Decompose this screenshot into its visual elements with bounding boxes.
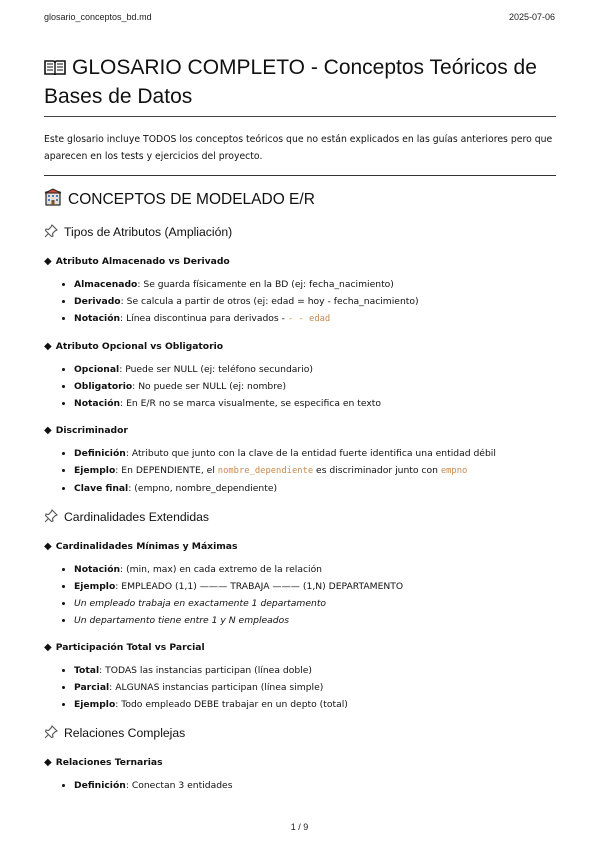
bullet-list (44, 561, 556, 629)
list-item: • Total: TODAS las instancias participan (línea doble) (74, 662, 556, 679)
list-item: • Parcial: ALGUNAS instancias participan (línea simple) (74, 679, 556, 696)
list-item: • Clave final: (empno, nombre_dependiente) (74, 480, 556, 497)
group-heading: ◆ Discriminador (44, 425, 128, 436)
diamond-icon: ◆ (44, 642, 52, 653)
group-heading: ◆ Atributo Almacenado vs Derivado (44, 256, 230, 267)
list-item: • Un empleado trabaja en exactamente 1 departamento (74, 595, 556, 612)
file-name: glosario_conceptos_bd.md (44, 12, 152, 22)
list-item: • Definición: Atributo que junto con la clave de la entidad fuerte identifica una entidad débil (74, 445, 556, 462)
pushpin-icon (44, 725, 58, 744)
diamond-icon: ◆ (44, 425, 52, 436)
subsection-heading-cardinalidades: Cardinalidades Extendidas (44, 509, 556, 528)
list-item: • Ejemplo: En DEPENDIENTE, el nombre_dependiente es discriminador junto con empno (74, 462, 556, 480)
list-item: • Ejemplo: Todo empleado DEBE trabajar en un depto (total) (74, 696, 556, 713)
diamond-icon: ◆ (44, 256, 52, 267)
group-heading: ◆ Relaciones Ternarias (44, 757, 163, 768)
building-icon (44, 188, 62, 212)
inline-code: - - edad (287, 314, 331, 324)
page-number: 1 / 9 (290, 822, 309, 832)
subsection-heading-relaciones: Relaciones Complejas (44, 725, 556, 744)
page-header (44, 12, 555, 22)
list-item: • Opcional: Puede ser NULL (ej: teléfono secundario) (74, 361, 556, 378)
diamond-icon: ◆ (44, 341, 52, 352)
pushpin-icon (44, 224, 58, 243)
bullet-list (44, 361, 556, 412)
intro-paragraph: Este glosario incluye TODOS los conceptos teóricos que no están explicados en las guías anteriores pero que aparecen en los tests y ejercicios del proyecto. (44, 131, 556, 176)
list-item: • Un departamento tiene entre 1 y N empleados (74, 612, 556, 629)
inline-code: nombre_dependiente (217, 466, 314, 476)
inline-code: empno (440, 466, 468, 476)
section-heading-modelado: CONCEPTOS DE MODELADO E/R (44, 188, 556, 212)
list-item: • Ejemplo: EMPLEADO (1,1) ——— TRABAJA ——— (1,N) DEPARTAMENTO (74, 578, 556, 595)
bullet-list (44, 445, 556, 497)
subsection-heading-tipos: Tipos de Atributos (Ampliación) (44, 224, 556, 243)
page-title-text: GLOSARIO COMPLETO - Conceptos Teóricos de Bases de Datos (44, 56, 537, 108)
list-item: • Derivado: Se calcula a partir de otros (ej: edad = hoy - fecha_nacimiento) (74, 293, 556, 310)
open-book-icon (44, 56, 66, 83)
page-title (44, 54, 556, 117)
document-content (44, 54, 556, 794)
bullet-list (44, 777, 556, 794)
print-date: 2025-07-06 (508, 12, 555, 22)
list-item: • Notación: (min, max) en cada extremo de la relación (74, 561, 556, 578)
diamond-icon: ◆ (44, 757, 52, 768)
list-item: • Definición: Conectan 3 entidades (74, 777, 556, 794)
pushpin-icon (44, 509, 58, 528)
list-item: • Almacenado: Se guarda físicamente en la BD (ej: fecha_nacimiento) (74, 276, 556, 293)
diamond-icon: ◆ (44, 541, 52, 552)
list-item: • Obligatorio: No puede ser NULL (ej: nombre) (74, 378, 556, 395)
bullet-list (44, 276, 556, 328)
list-item: • Notación: En E/R no se marca visualmente, se especifica en texto (74, 395, 556, 412)
group-heading: ◆ Participación Total vs Parcial (44, 642, 205, 653)
group-heading: ◆ Cardinalidades Mínimas y Máximas (44, 541, 238, 552)
group-heading: ◆ Atributo Opcional vs Obligatorio (44, 341, 224, 352)
list-item: • Notación: Línea discontinua para derivados - - - edad (74, 310, 556, 328)
bullet-list (44, 662, 556, 713)
